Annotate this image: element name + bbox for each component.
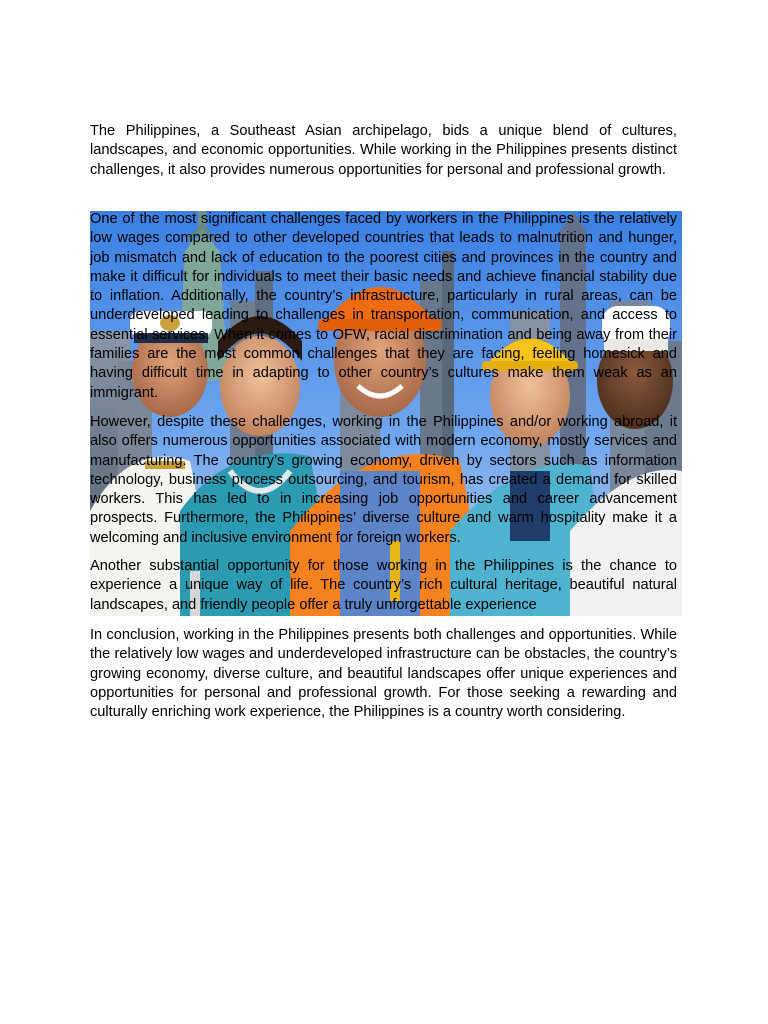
challenges-paragraph: One of the most significant challenges faced by workers in the Philippines is the relatively low wages compared to other developed countries that leads to malnutrition and hunger, job mismatch and lack of education to the poorest cities and provinces in the country and make it difficult for individuals to meet their basic needs and achieve financial stability due to inflation. Additionally, the country’s infrastructure, particularly in rural areas, can be underdeveloped leading to challenges in transportation, communication, and access to essential services. When it comes to OFW, racial discrimination and being away from their families are the most common challenges that they are facing, feeling homesick and having difficult time in adapting to other country’s cultures make them weak as an immigrant. — [90, 211, 677, 401]
intro-paragraph: The Philippines, a Southeast Asian archipelago, bids a unique blend of cultures, landscapes, and economic opportunities. While working in the Philippines presents distinct challenges, it also provides numerous opportunities for personal and professional growth. — [90, 123, 677, 178]
lifestyle-paragraph: Another substantial opportunity for those working in the Philippines is the chance to experience a unique way of life. The country’s rich cultural heritage, beautiful natural landscapes, and friendly people offer a truly unforgettable experience — [90, 558, 677, 613]
conclusion-paragraph: In conclusion, working in the Philippines presents both challenges and opportunities. While the relatively low wages and underdeveloped infrastructure can be obstacles, the country’s growing economy, diverse culture, and beautiful landscapes offer unique experiences and opportunities for personal and professional growth. For those seeking a rewarding and culturally enriching work experience, the Philippines is a country worth considering. — [90, 627, 677, 721]
opportunities-paragraph: However, despite these challenges, working in the Philippines and/or working abroad, it also offers numerous opportunities associated with modern economy, mostly services and manufacturing. The country’s growing economy, driven by sectors such as information technology, business process outsourcing, and tourism, has created a demand for skilled workers. This has led to in increasing job opportunities and career advancement prospects. Furthermore, the Philippines’ diverse culture and warm hospitality make it a welcoming and inclusive environment for foreign workers. — [90, 414, 677, 546]
